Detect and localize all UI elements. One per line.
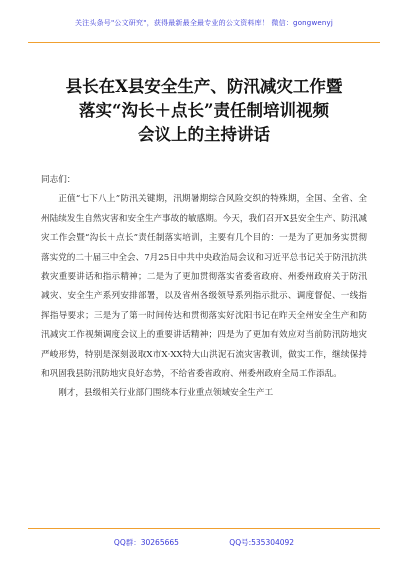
header-notice: 关注头条号"公文研究"，获得最新最全最专业的公文资料库！ 微信：gongwenyj	[74, 19, 334, 27]
title-line-3: 会议上的主持讲话	[138, 125, 270, 144]
document-body	[41, 171, 367, 404]
document-title	[40, 75, 368, 147]
body-paragraph-1: 正值“七下八上”防汛关键期，汛期暑期综合风险交织的特殊期，全国、全省、全州陆续发生自然灾害和安全生产事故的敏感期。今天，我们召开X县安全生产、防汛减灾工作会暨“沟长＋点长”责任制落实培训，主要有几个目的：一是为了更加务实贯彻落实党的二十届三中全会、7月25日中共中央政治局会议和习近平总书记关于防汛抗洪救灾重要讲话和指示精神；二是为了更加贯彻落实省委省政府、州委州政府关于防汛减灾、安全生产系列安排部署，以及省州各级领导系列指示批示、调度督促、一线指挥指导要求；三是为了第一时间传达和贯彻落实好沈阳书记在昨天全州安全生产和防汛减灾工作视频调度会议上的重要讲话精神；四是为了更加有效应对当前防汛防地灾严峻形势，特别是深刻汲取X市X·XX特大山洪泥石流灾害教训，做实工作，继续保持和巩固我县防汛防地灾良好态势，不给省委省政府、州委州政府全局工作添乱。	[41, 194, 367, 380]
footer-qq-number: QQ号:535304092	[229, 538, 295, 547]
header-divider	[28, 42, 380, 43]
body-paragraph-2: 刚才，县级相关行业部门围绕本行业重点领域安全生产工	[58, 388, 274, 399]
footer-qq-group: QQ群：30265665	[113, 538, 179, 547]
page-header	[0, 0, 408, 62]
footer-divider	[28, 528, 380, 529]
salutation: 同志们：	[41, 175, 76, 185]
title-line-2: 落实“沟长＋点长”责任制培训视频	[79, 101, 329, 120]
page-footer	[0, 537, 408, 548]
title-line-1: 县长在X县安全生产、防汛减灾工作暨	[65, 77, 343, 96]
